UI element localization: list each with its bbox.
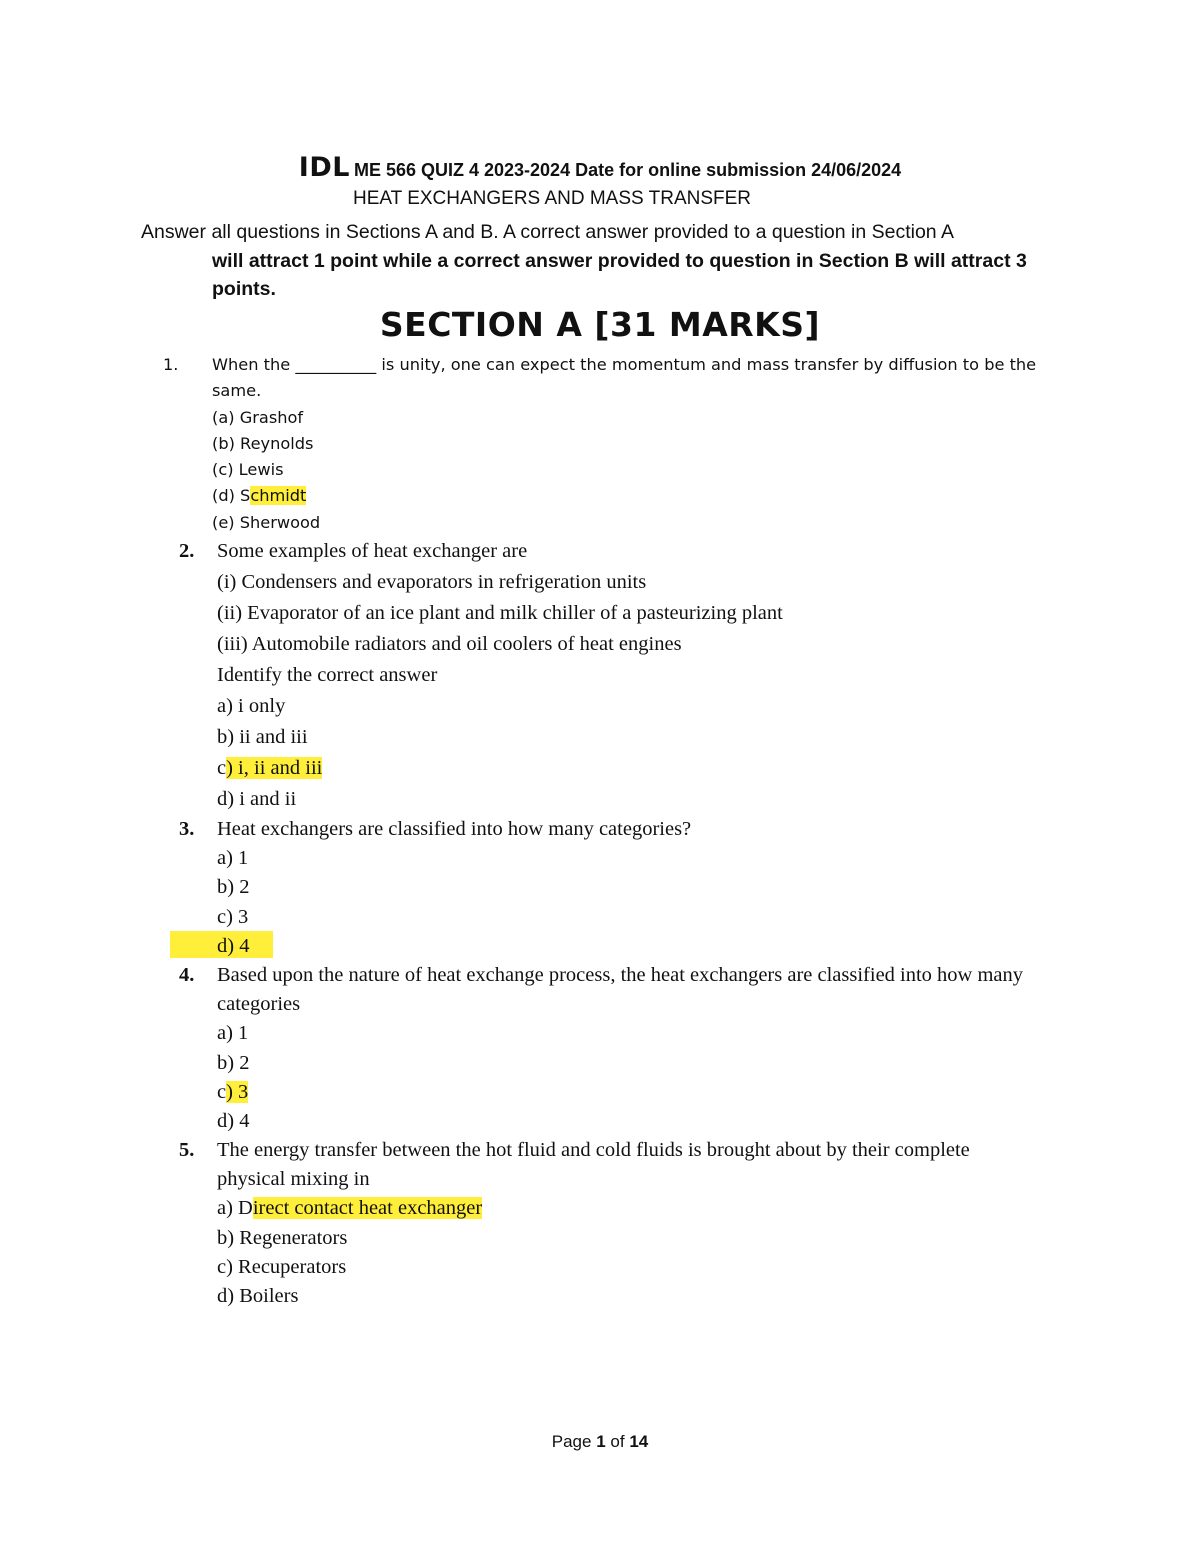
option-c: c) 3 [217, 905, 249, 928]
answer-highlight: ) 3 [226, 1080, 249, 1103]
option-b: b) Regenerators [217, 1226, 348, 1249]
option-c: c) Recuperators [217, 1255, 347, 1278]
option-c-highlighted: c) 3 [217, 1080, 249, 1103]
question-1 [163, 352, 1083, 536]
option-c-highlighted: c) i, ii and iii [217, 757, 323, 779]
question-text: The energy transfer between the hot fluid and cold fluids is brought about by their complete physical mixing in [217, 1139, 970, 1191]
option-a-highlighted: a) Direct contact heat exchanger [217, 1197, 483, 1220]
question-text: Some examples of heat exchanger are [217, 540, 528, 562]
item-ii: (ii) Evaporator of an ice plant and milk chiller of a pasteurizing plant [217, 602, 783, 624]
question-5 [179, 1136, 1017, 1311]
option-b: b) 2 [217, 876, 250, 899]
total-pages: 14 [629, 1432, 649, 1451]
question-number: 5. [179, 1139, 195, 1161]
question-number: 4. [179, 964, 195, 986]
course-subtitle: HEAT EXCHANGERS AND MASS TRANSFER [353, 188, 752, 209]
option-d: d) 4 [217, 1110, 250, 1133]
idl-label: IDL [298, 152, 350, 183]
page-footer [0, 1432, 1200, 1452]
option-b: b) ii and iii [217, 726, 308, 748]
question-text: Heat exchangers are classified into how many categories? [217, 818, 692, 840]
option-a: (a) Grashof [212, 407, 304, 427]
question-prompt: Identify the correct answer [217, 664, 438, 686]
question-text: When the __________ is unity, one can expect the momentum and mass transfer by diffusion to be the same. [212, 355, 1037, 401]
answer-highlight: ) i, ii and iii [226, 757, 323, 779]
section-title: SECTION A [31 MARKS] [379, 305, 821, 344]
option-a: a) 1 [217, 847, 249, 870]
option-b: b) 2 [217, 1051, 250, 1074]
question-text: Based upon the nature of heat exchange process, the heat exchangers are classified into how many categories [217, 964, 1024, 1016]
instructions [141, 218, 1071, 304]
page-word: Page [551, 1432, 592, 1451]
question-number: 3. [179, 818, 195, 840]
option-e: (e) Sherwood [212, 512, 321, 532]
answer-highlight: chmidt [250, 486, 307, 506]
option-a: a) 1 [217, 1022, 249, 1045]
instructions-continuation: will attract 1 point while a correct answer provided to question in Section B will attract 3 points. [212, 249, 1027, 300]
page-number: 1 [596, 1432, 606, 1451]
question-3 [179, 815, 691, 961]
question-2 [179, 536, 783, 815]
instructions-line-1: Answer all questions in Sections A and B. A correct answer provided to a question in Section A [141, 221, 954, 243]
item-i: (i) Condensers and evaporators in refrigeration units [217, 571, 647, 593]
quiz-title: ME 566 QUIZ 4 2023-2024 Date for online submission 24/06/2024 [353, 160, 902, 180]
option-d-highlighted: d) 4 [217, 934, 250, 957]
answer-highlight: irect contact heat exchanger [252, 1197, 483, 1220]
question-4 [179, 961, 1057, 1136]
option-b: (b) Reynolds [212, 433, 314, 453]
question-number: 2. [179, 540, 195, 562]
option-a: a) i only [217, 695, 286, 717]
document-title [0, 152, 1200, 183]
option-d: d) Boilers [217, 1285, 299, 1308]
option-d: d) i and ii [217, 788, 297, 810]
item-iii: (iii) Automobile radiators and oil coolers of heat engines [217, 633, 682, 655]
of-word: of [610, 1432, 625, 1451]
option-d-highlighted: (d) Schmidt [212, 486, 307, 506]
option-c: (c) Lewis [212, 460, 284, 480]
question-number: 1. [163, 355, 179, 374]
